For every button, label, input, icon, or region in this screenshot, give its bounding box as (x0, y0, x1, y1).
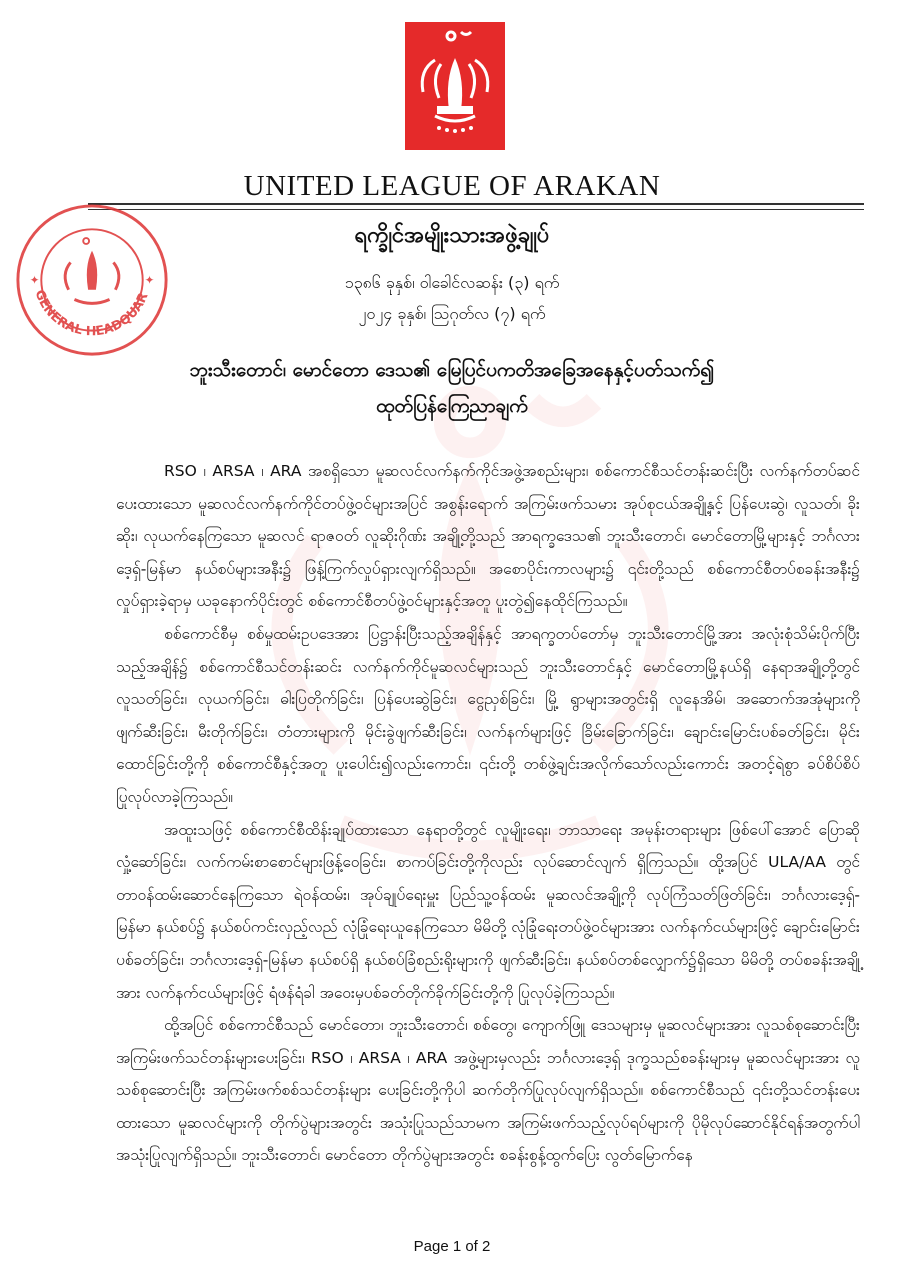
paragraph: အထူးသဖြင့် စစ်ကောင်စီထိန်းချုပ်ထားသော နေရာတို့တွင် လူမျိုးရေး၊ ဘာသာရေး အမုန်းတရားများ ဖြစ်ပေါ်အောင် ပြောဆိုလှုံ့ဆော်ခြင်း၊ လက်ကမ်းစာစောင်များဖြန့်ဝေခြင်း၊ စာကပ်ခြင်းတို့ကိုလည်း လုပ်ဆောင်လျက် ရှိကြသည်။ ထို့အပြင် ULA/AA တွင် တာဝန်ထမ်းဆောင်နေကြသော ရဲဝန်ထမ်း၊ အုပ်ချုပ်ရေးမှူး ပြည်သူ့ဝန်ထမ်း မူဆလင်အချို့ကို လုပ်ကြံသတ်ဖြတ်ခြင်း၊ ဘင်္ဂလားဒေ့ရှ်-မြန်မာ နယ်စပ်၌ နယ်စပ်ကင်းလှည့်လည် လုံခြုံရေးယူနေကြသော မိမိတို့ လုံခြုံရေးတပ်ဖွဲ့ဝင်များအား လက်နက်ငယ်များဖြင့် ချောင်းမြောင်းပစ်ခတ်ခြင်း၊ ဘင်္ဂလားဒေ့ရှ်-မြန်မာ နယ်စပ်ရှိ နယ်စပ်ခြံစည်းရိုးများကို ဖျက်ဆီးခြင်း၊ နယ်စပ်တစ်လျှောက်၌ရှိသော မိမိတို့ တပ်စခန်းအချို့အား လက်နက်ငယ်များဖြင့် ရံဖန်ရံခါ အဝေးမှပစ်ခတ်တိုက်ခိုက်ခြင်းတို့ကို ပြုလုပ်ခဲ့ကြသည်။ (116, 820, 860, 1002)
svg-text:✦: ✦ (29, 272, 40, 287)
page-number: Page 1 of 2 (413, 1238, 491, 1255)
statement-subtitle: ထုတ်ပြန်ကြေညာချက် (376, 395, 528, 417)
paragraph: RSO ၊ ARSA ၊ ARA အစရှိသော မူဆလင်လက်နက်ကိုင်အဖွဲ့အစည်းများ၊ စစ်ကောင်စီသင်တန်းဆင်းပြီး လက်နက်တပ်ဆင်ပေးထားသော မူဆလင်လက်နက်ကိုင်တပ်ဖွဲ့ဝင်များအပြင် အစွန်းရောက် အကြမ်းဖက်သမား အုပ်စုငယ်အချို့နှင့် ပြန်ပေးဆွဲ၊ လူသတ်၊ ခိုးဆိုး၊ လုယက်နေကြသော မူဆလင် ရာဇဝတ် လူဆိုးဂိုဏ်း အချို့တို့သည် အာရက္ခဒေသ၏ ဘူးသီးတောင်၊ မောင်တောမြို့များနှင့် ဘင်္ဂလားဒေ့ရှ်-မြန်မာ နယ်စပ်များအနီး၌ ဖြန့်ကြက်လှုပ်ရှားလျက်ရှိသည်။ အစောပိုင်းကာလများ၌ ၎င်းတို့သည် စစ်ကောင်စီတပ်စခန်းအနီး၌ လှုပ်ရှားခဲ့ရာမှ ယခုနောက်ပိုင်းတွင် စစ်ကောင်စီတပ်ဖွဲ့ဝင်များနှင့်အတူ ပူးတွဲ၍နေထိုင်ကြသည်။ (116, 462, 860, 611)
ula-logo (405, 22, 505, 150)
date-arakan-calendar: ၁၃၈၆ ခုနှစ်၊ ဝါခေါင်လဆန်း (၃) ရက် (344, 273, 560, 292)
organization-name-english: UNITED LEAGUE OF ARAKAN (243, 170, 661, 202)
paragraph: ထို့အပြင် စစ်ကောင်စီသည် မောင်တော၊ ဘူးသီးတောင်၊ စစ်တွေ၊ ကျောက်ဖြူ ဒေသများမှ မူဆလင်များအား လူသစ်စုဆောင်းပြီး အကြမ်းဖက်သင်တန်းများပေးခြင်း၊ RSO ၊ ARSA ၊ ARA အဖွဲ့များမှလည်း ဘင်္ဂလားဒေ့ရှ် ဒုက္ခသည်စခန်းများမှ မူဆလင်များအား လူသစ်စုဆောင်းပြီး အကြမ်းဖက်စစ်သင်တန်းများ ပေးခြင်းတို့ကိုပါ ဆက်တိုက်ပြုလုပ်လျက်ရှိသည်။ စစ်ကောင်စီသည် ၎င်းတို့သင်တန်းပေးထားသော မူဆလင်များကို တိုက်ပွဲများအတွင်း အသုံးပြုသည်သာမက အကြမ်းဖက်သည့်လုပ်ရပ်များကို ပိုမိုလုပ်ဆောင်နိုင်ရန်အတွက်ပါ အသုံးပြုလျက်ရှိသည်။ ဘူးသီးတောင်၊ မောင်တော တိုက်ပွဲများအတွင်း စခန်းစွန့်ထွက်ပြေး လွတ်မြောက်နေ (116, 1016, 860, 1165)
statement-title: ဘူးသီးတောင်၊ မောင်တော ဒေသ၏ မြေပြင်ပကတိအခြေအနေနှင့်ပတ်သက်၍ (189, 359, 715, 381)
header-divider (88, 203, 864, 210)
date-gregorian: ၂၀၂၄ ခုနှစ်၊ ဩဂုတ်လ (၇) ရက် (358, 304, 546, 323)
paragraph: စစ်ကောင်စီမှ စစ်မှုထမ်းဥပဒေအား ပြဋ္ဌာန်းပြီးသည့်အချိန်နှင့် အာရက္ခတပ်တော်မှ ဘူးသီးတောင်မြို့အား အလုံးစုံသိမ်းပိုက်ပြီးသည့်အချိန်၌ စစ်ကောင်စီသင်တန်းဆင်း လက်နက်ကိုင်မူဆလင်များသည် ဘူးသီးတောင်နှင့် မောင်တောမြို့နယ်ရှိ နေရာအချို့တို့တွင် လူသတ်ခြင်း၊ လုယက်ခြင်း၊ ဓါးပြတိုက်ခြင်း၊ ပြန်ပေးဆွဲခြင်း၊ ငွေညှစ်ခြင်း၊ မြို့ ရွာများအတွင်းရှိ လူနေအိမ်၊ အဆောက်အအုံများကို ဖျက်ဆီးခြင်း၊ မီးတိုက်ခြင်း၊ တံတားများကို မိုင်းခွဲဖျက်ဆီးခြင်း၊ လက်နက်များဖြင့် ခြိမ်းခြောက်ခြင်း၊ ချောင်းမြောင်းပစ်ခတ်ခြင်း၊ မိုင်းထောင်ခြင်းတို့ကို စစ်ကောင်စီနှင့်အတူ ပူးပေါင်း၍လည်းကောင်း၊ ၎င်းတို့ တစ်ဖွဲ့ချင်းအလိုက်သော်လည်းကောင်း အတင့်ရဲစွာ ခပ်စိပ်စိပ် ပြုလုပ်လာခဲ့ကြသည်။ (116, 624, 860, 806)
statement-body (116, 455, 860, 1172)
svg-text:✦: ✦ (144, 272, 155, 287)
svg-text:GENERAL HEADQUARTERS: GENERAL HEADQUAR (32, 287, 151, 339)
organization-name-myanmar: ရက္ခိုင်အမျိုးသားအဖွဲ့ချုပ် (354, 223, 550, 248)
